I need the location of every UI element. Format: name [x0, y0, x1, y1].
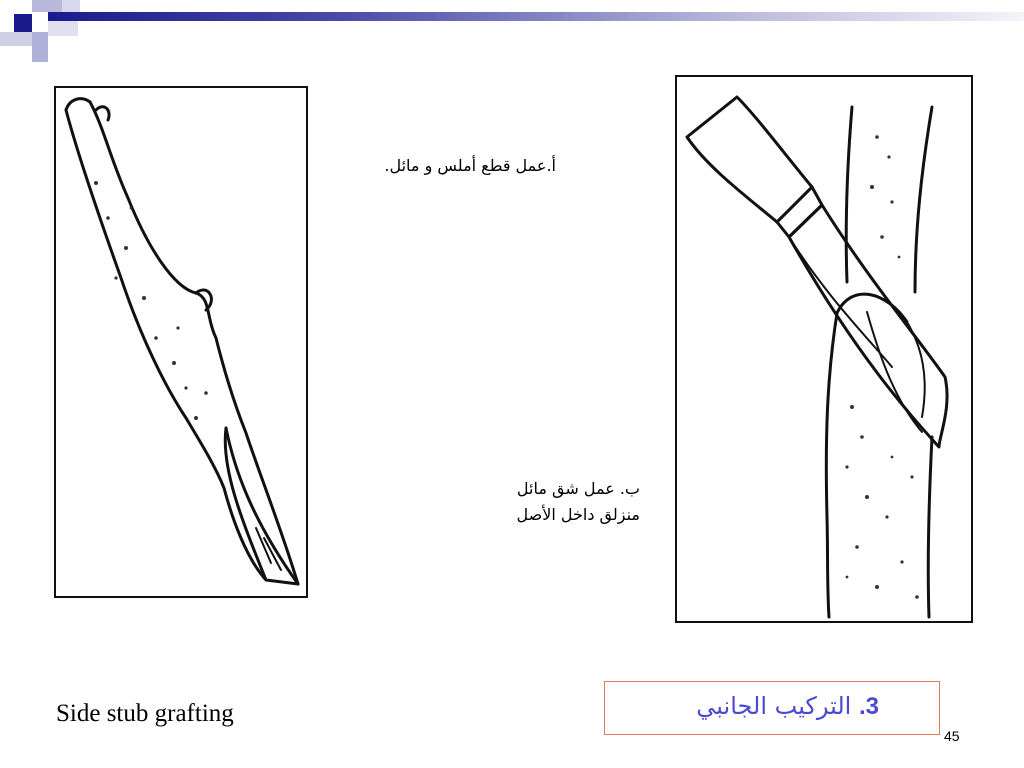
arabic-title-number: 3.	[858, 693, 879, 720]
caption-step-a: أ.عمل قطع أملس و مائل.	[384, 156, 556, 175]
scion-drawing	[56, 88, 306, 596]
header-decoration-square	[32, 0, 62, 12]
header-decoration-square	[14, 14, 32, 32]
page-number: 45	[944, 728, 960, 744]
english-title: Side stub grafting	[56, 700, 234, 727]
header-gradient-bar	[48, 12, 1024, 21]
caption-step-b-line2: منزلق داخل الأصل	[516, 505, 640, 524]
header-decoration-square	[48, 20, 78, 36]
arabic-title-text: التركيب الجانبي	[696, 692, 852, 720]
header-decoration-square	[0, 32, 32, 46]
arabic-title	[696, 692, 879, 721]
caption-step-b	[440, 476, 640, 528]
arabic-title-box	[604, 681, 940, 735]
header-decoration-square	[62, 0, 80, 12]
scion-illustration	[54, 86, 308, 598]
rootstock-drawing	[677, 77, 971, 621]
rootstock-cut-illustration	[675, 75, 973, 623]
header-decoration-square	[32, 32, 48, 62]
caption-step-b-line1: ب. عمل شق مائل	[516, 479, 640, 498]
